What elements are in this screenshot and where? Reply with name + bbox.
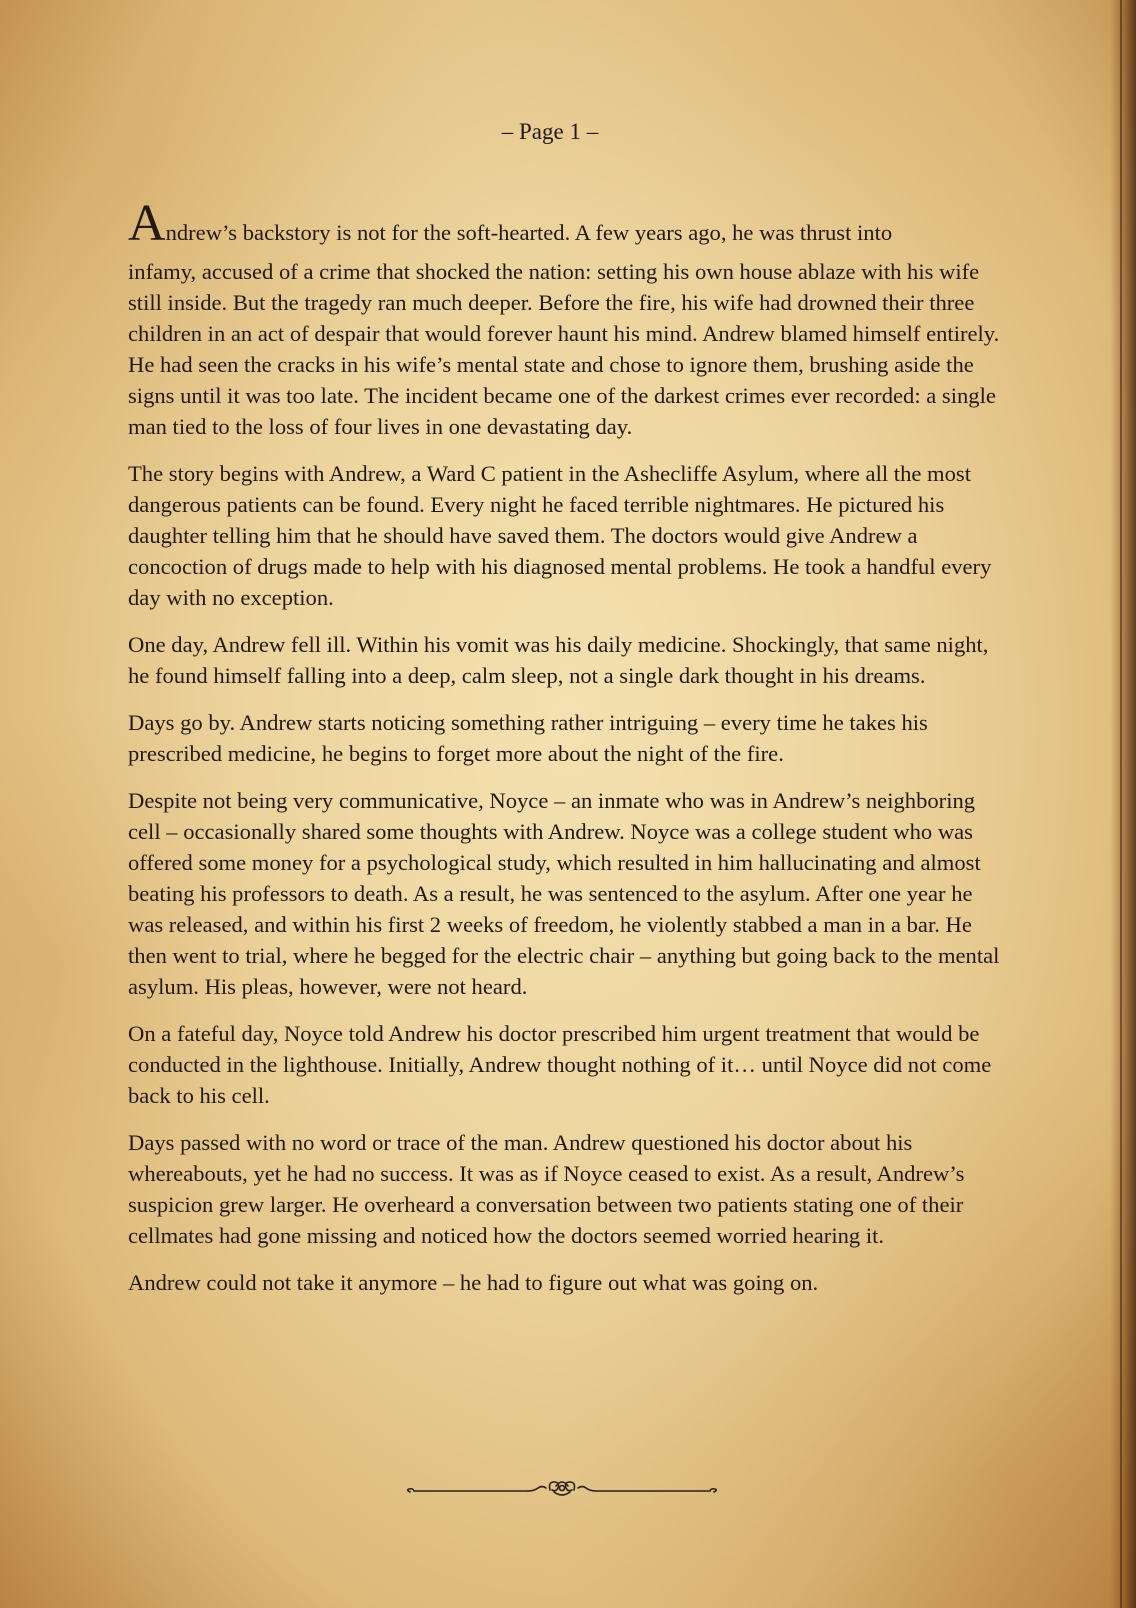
opening-line: [128, 195, 1008, 252]
paragraph-1: [128, 195, 1008, 442]
paragraph-5: Despite not being very communicative, Noyce – an inmate who was in Andrew’s neighboring cell – occasionally shared some thoughts with Andrew. Noyce was a college student who was offered some money for a psychological study, which resulted in him hallucinating and almost beating his professors to death. As a result, he was sentenced to the asylum. After one year he was released, and within his first 2 weeks of freedom, he violently stabbed a man in a bar. He then went to trial, where he begged for the electric chair – anything but going back to the mental asylum. His pleas, however, were not heard.: [128, 788, 1000, 999]
paragraph-4: Days go by. Andrew starts noticing something rather intriguing – every time he takes his prescribed medicine, he begins to forget more about the night of the fire.: [128, 710, 928, 766]
book-spine-edge: [1110, 0, 1136, 1608]
opening-line-text: ndrew’s backstory is not for the soft-hearted. A few years ago, he was thrust into: [165, 220, 893, 245]
drop-cap: A: [128, 195, 166, 252]
paragraph-3: One day, Andrew fell ill. Within his vomit was his daily medicine. Shockingly, that same night, he found himself falling into a deep, calm sleep, not a single dark thought in his dreams.: [128, 632, 989, 688]
paragraph-7: Days passed with no word or trace of the man. Andrew questioned his doctor about his whereabouts, yet he had no success. It was as if Noyce ceased to exist. As a result, Andrew’s suspicion grew larger. He overheard a conversation between two patients stating one of their cellmates had gone missing and noticed how the doctors seemed worried hearing it.: [128, 1130, 965, 1248]
paragraph-6: On a fateful day, Noyce told Andrew his doctor prescribed him urgent treatment that would be conducted in the lighthouse. Initially, Andrew thought nothing of it… until Noyce did not come back to his cell.: [128, 1021, 992, 1108]
paragraph-2: The story begins with Andrew, a Ward C patient in the Ashecliffe Asylum, where all the most dangerous patients can be found. Every night he faced terrible nightmares. He pictured his daughter telling him that he should have saved them. The doctors would give Andrew a concoction of drugs made to help with his diagnosed mental problems. He took a handful every day with no exception.: [128, 461, 992, 610]
page-number: – Page 1 –: [501, 119, 599, 144]
paragraph-8: Andrew could not take it anymore – he had to figure out what was going on.: [128, 1270, 819, 1295]
paragraph-1-body: infamy, accused of a crime that shocked the nation: setting his own house ablaze with his wife still inside. But the tragedy ran much deeper. Before the fire, his wife had drowned their three children in an act of despair that would forever haunt his mind. Andrew blamed himself entirely. He had seen the cracks in his wife’s mental state and chose to ignore them, brushing aside the signs until it was too late. The incident became one of the darkest crimes ever recorded: a single man tied to the loss of four lives in one devastating day.: [128, 259, 1000, 439]
story-text: [128, 195, 1008, 1314]
flourish-divider-icon: [404, 1478, 720, 1502]
